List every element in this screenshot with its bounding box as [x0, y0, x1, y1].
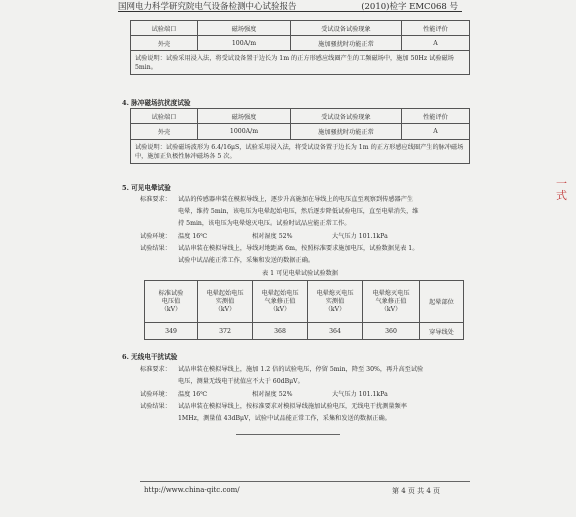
- col-evaluation: 性能评价: [402, 109, 470, 124]
- standard-line-3: 持 5min，该电压为电晕熄灭电压。试验时试品应能正常工作。: [178, 220, 351, 227]
- col-port: 试验端口: [131, 21, 198, 36]
- cell-port: 外壳: [131, 36, 198, 51]
- col-port: 试验端口: [131, 109, 198, 124]
- end-divider: [236, 434, 340, 435]
- table-row: [131, 36, 470, 51]
- col-phenomenon: 受试设备试验现象: [291, 21, 402, 36]
- result-line-2: 试验中试品能正常工作，采集和发送的数据正确。: [178, 257, 315, 264]
- header-report-number: (2010)检字 EMC068 号: [361, 2, 458, 12]
- col-corona-location: 起晕部位: [420, 281, 464, 323]
- table-row: [145, 323, 464, 340]
- pulse-magnetic-table: [130, 108, 470, 164]
- table-header-row: [131, 109, 470, 124]
- cell-standard-voltage: 349: [145, 323, 198, 340]
- col-extinction-measured: 电晕熄灭电压 实测值 （kV）: [308, 281, 363, 323]
- result-line-1: 试品串装在模拟导线上，按标准要求对模拟导线施加试验电压，无线电干扰测量频率: [178, 403, 407, 410]
- result-label: 试验结果：: [140, 403, 171, 410]
- table-header-row: [145, 281, 464, 323]
- standard-line-2: 电晕，维持 5min，该电压为电晕起始电压，然后逐步降低试验电压，直至电晕消失，维: [178, 208, 419, 215]
- cell-corona-location: 穿导线处: [420, 323, 464, 340]
- footer-rule: [140, 481, 470, 482]
- footer-page-number: 第 4 页 共 4 页: [392, 487, 441, 495]
- test-note: 试验说明：试验磁场波形为 6.4/16μS，试验采用浸入法，将受试设备置于边长为 1m 的正方形感应线圈产生的脉冲磁场中，施加正负极性脉冲磁场各 5 次。: [131, 140, 470, 164]
- table-caption: 表 1 可见电晕试验试验数据: [262, 270, 338, 277]
- env-pressure: 大气压力 101.1kPa: [332, 391, 388, 398]
- cell-inception-corrected: 368: [253, 323, 308, 340]
- col-phenomenon: 受试设备试验现象: [291, 109, 402, 124]
- col-evaluation: 性能评价: [402, 21, 470, 36]
- table-row: [131, 124, 470, 140]
- cell-inception-measured: 372: [198, 323, 253, 340]
- visible-corona-table: [144, 280, 464, 340]
- cell-phenomenon: 施加骚扰时功能正常: [291, 36, 402, 51]
- table-header-row: [131, 21, 470, 36]
- result-line-2: 1MHz，测量值 43dBμV，试验中试品能正常工作，采集和发送的数据正确。: [178, 415, 391, 422]
- standard-label: 标准要求：: [140, 196, 171, 203]
- environment-label: 试验环境：: [140, 233, 171, 240]
- standard-line-1: 试品串装在模拟导线上，施加 1.2 倍的试验电压，停留 5min，降至 30%，再升高至试验: [178, 366, 424, 373]
- env-temperature: 温度 16℃: [178, 233, 208, 240]
- cell-field-strength: 1000A/m: [198, 124, 291, 140]
- section-4-title: 4. 脉冲磁场抗扰度试验: [122, 99, 191, 107]
- standard-label: 标准要求：: [140, 366, 171, 373]
- test-note: 试验说明：试验采用浸入法，将受试设备置于边长为 1m 的正方形感应线圈产生的工频磁场中，施加 50Hz 试验磁场 5min。: [131, 51, 470, 75]
- standard-line-1: 试品的传感器串装在模拟导线上，逐步升高施加在导线上的电压直至观察到传感器产生: [178, 196, 414, 203]
- col-standard-voltage: 标准试验 电压值 （kV）: [145, 281, 198, 323]
- seal-stamp: 一式: [556, 177, 567, 202]
- env-temperature: 温度 16℃: [178, 391, 208, 398]
- header-title: 国网电力科学研究院电气设备检测中心试验报告: [118, 2, 297, 12]
- cell-evaluation: A: [402, 36, 470, 51]
- table-note-row: [131, 140, 470, 164]
- cell-field-strength: 100A/m: [198, 36, 291, 51]
- cell-extinction-measured: 364: [308, 323, 363, 340]
- footer-url: http://www.china-qitc.com/: [144, 486, 240, 494]
- power-frequency-table: [130, 20, 470, 75]
- col-extinction-corrected: 电晕熄灭电压 气象修正值 （kV）: [363, 281, 420, 323]
- environment-label: 试验环境：: [140, 391, 171, 398]
- section-6-title: 6. 无线电干扰试验: [122, 353, 178, 361]
- env-pressure: 大气压力 101.1kPa: [332, 233, 388, 240]
- header-rule: [118, 11, 462, 12]
- result-label: 试验结果：: [140, 245, 171, 252]
- cell-port: 外壳: [131, 124, 198, 140]
- cell-evaluation: A: [402, 124, 470, 140]
- section-5-title: 5. 可见电晕试验: [122, 184, 171, 192]
- col-field-strength: 磁场强度: [198, 109, 291, 124]
- cell-extinction-corrected: 360: [363, 323, 420, 340]
- col-inception-corrected: 电晕起始电压 气象修正值 （kV）: [253, 281, 308, 323]
- cell-phenomenon: 施加骚扰时功能正常: [291, 124, 402, 140]
- table-note-row: [131, 51, 470, 75]
- env-humidity: 相对湿度 52%: [252, 233, 293, 240]
- result-line-1: 试品串装在模拟导线上，导线对地距离 6m，按照标准要求施加电压，试验数据见表 1。: [178, 245, 419, 252]
- col-field-strength: 磁场强度: [198, 21, 291, 36]
- env-humidity: 相对湿度 52%: [252, 391, 293, 398]
- col-inception-measured: 电晕起始电压 实测值 （kV）: [198, 281, 253, 323]
- standard-line-2: 电压，测量无线电干扰值应不大于 60dBμV。: [178, 378, 304, 385]
